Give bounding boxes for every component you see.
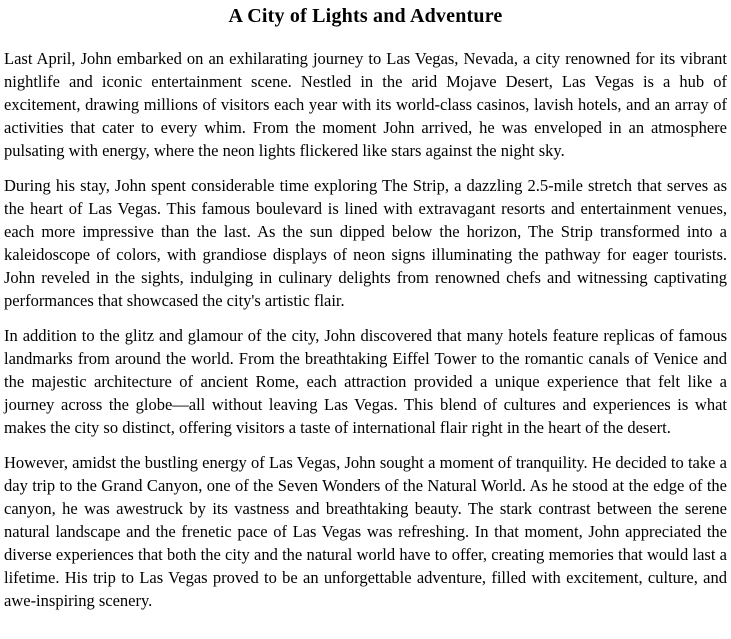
paragraph-grand-canyon: However, amidst the bustling energy of Las Vegas, John sought a moment of tranquility. He decided to take a day trip to the Grand Canyon, one of the Seven Wonders of the Natural World. As he stood at the edge of the canyon, he was awestruck by its vastness and breathtaking beauty. The stark contrast between the serene natural landscape and the frenetic pace of Las Vegas was refreshing. In that moment, John appreciated the diverse experiences that both the city and the natural world have to offer, creating memories that would last a lifetime. His trip to Las Vegas proved to be an unforgettable adventure, filled with excitement, culture, and awe-inspiring scenery. bbox=[4, 453, 727, 610]
paragraph-landmark-replicas: In addition to the glitz and glamour of the city, John discovered that many hotels feature replicas of famous landmarks from around the world. From the breathtaking Eiffel Tower to the romantic canals of Venice and the majestic architecture of ancient Rome, each attraction provided a unique experience that felt like a journey across the globe—all without leaving Las Vegas. This blend of cultures and experiences is what makes the city so distinct, offering visitors a taste of international flair right in the heart of the desert. bbox=[4, 326, 727, 437]
paragraph-intro: Last April, John embarked on an exhilarating journey to Las Vegas, Nevada, a city renowned for its vibrant nightlife and iconic entertainment scene. Nestled in the arid Mojave Desert, Las Vegas is a hub of excitement, drawing millions of visitors each year with its world-class casinos, lavish hotels, and an array of activities that cater to every whim. From the moment John arrived, he was enveloped in an atmosphere pulsating with energy, where the neon lights flickered like stars against the night sky. bbox=[4, 49, 727, 160]
paragraph-the-strip: During his stay, John spent considerable time exploring The Strip, a dazzling 2.5-mile stretch that serves as the heart of Las Vegas. This famous boulevard is lined with extravagant resorts and entertainment venues, each more impressive than the last. As the sun dipped below the horizon, The Strip transformed into a kaleidoscope of colors, with grandiose displays of neon signs illuminating the pathway for eager tourists. John reveled in the sights, indulging in culinary delights from renowned chefs and witnessing captivating performances that showcased the city's artistic flair. bbox=[4, 176, 727, 310]
document-title: A City of Lights and Adventure bbox=[228, 5, 503, 27]
